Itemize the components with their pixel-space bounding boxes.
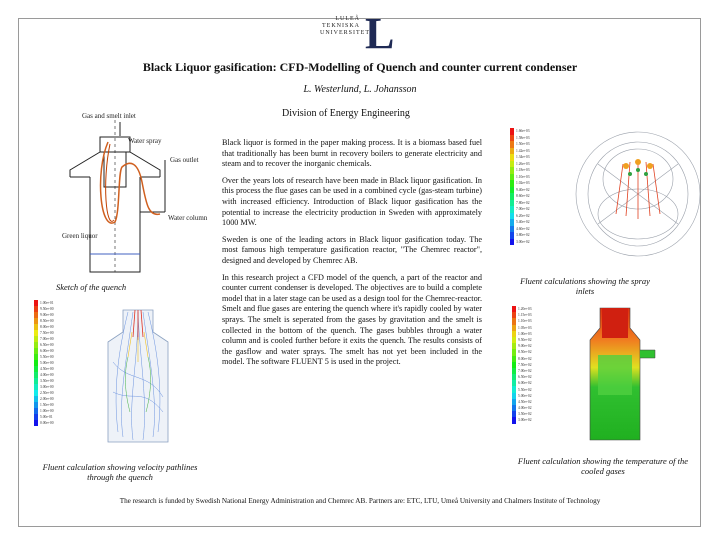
velocity-legend [34,300,70,430]
legend-value: 7.80e+02 [516,200,530,205]
legend-value: 5.00e+00 [40,361,54,365]
legend-value: 1.34e+03 [516,155,530,160]
legend-value: 6.50e+02 [518,375,532,380]
legend-value: 8.00e+02 [518,356,532,361]
legend-value: 1.00e+00 [40,409,54,413]
logo-letter: L [365,9,395,58]
sketch-caption: Sketch of the quench [56,282,127,292]
label-gas-smelt-inlet: Gas and smelt inlet [82,112,136,120]
legend-value: 5.00e+02 [518,393,532,398]
temperature-contour-image [560,300,670,448]
legend-swatch [512,417,516,423]
legend-value: 4.00e+02 [518,406,532,411]
legend-value: 9.00e+00 [40,313,54,317]
legend-value: 5.50e+00 [40,355,54,359]
legend-value: 1.00e+03 [518,331,532,336]
legend-value: 9.00e+02 [518,344,532,349]
body-text [222,138,482,368]
poster-title: Black Liquor gasification: CFD-Modelling of Quench and counter current condenser [142,60,578,74]
legend-value: 3.00e+00 [40,385,54,389]
legend-value: 1.50e+00 [40,403,54,407]
spray-inlet-image [568,124,708,264]
label-water-spray: Water spray [128,137,162,145]
logo-text: LULEÅ TEKNISKA UNIVERSITET [320,16,370,36]
legend-value: 7.00e+02 [516,207,530,212]
legend-entry [34,420,70,426]
legend-entry [512,417,548,423]
legend-value: 0.00e+00 [40,421,54,425]
legend-value: 1.20e+03 [518,307,532,312]
legend-value: 1.05e+03 [518,325,532,330]
spray-caption: Fluent calculations showing the spray inlets [520,276,650,296]
legend-value: 6.00e+00 [40,349,54,353]
legend-value: 9.50e+02 [518,338,532,343]
legend-entry [510,239,546,246]
legend-value: 1.58e+03 [516,135,530,140]
label-water-column: Water column [168,214,208,222]
temperature-legend [512,306,548,426]
temperature-figure [560,300,670,448]
legend-value: 2.00e+00 [40,397,54,401]
legend-value: 6.20e+02 [516,213,530,218]
label-gas-outlet: Gas outlet [170,156,199,164]
legend-value: 2.50e+00 [40,391,54,395]
legend-value: 3.50e+00 [40,379,54,383]
legend-value: 1.10e+03 [518,319,532,324]
division: Division of Energy Engineering [282,108,410,119]
velocity-figure [88,302,188,452]
legend-value: 8.00e+00 [40,325,54,329]
legend-value: 4.50e+00 [40,367,54,371]
legend-value: 1.10e+03 [516,174,530,179]
legend-value: 8.50e+02 [518,350,532,355]
paragraph-4: In this research project a CFD model of the quench, a part of the reactor and counter current condenser is developed. The objectives are to build a complete model that in a later stage can be used as a design tool for the Chemrec-reactor. Smelt and flue gases are entering the quench where it's rapidly cooled by water sprays. The smelt is seperated from the gases by gravitation and the smelt is collected in the bottom of the quench. The gases bubbles through a water column and is cooled further before it exits the quench. The results consists of the gasflow and water sprays. The smelt has not yet been included in the model. The software FLUENT 5 is used in the project. [222,272,482,367]
legend-value: 3.80e+02 [516,233,530,238]
legend-value: 4.00e+00 [40,373,54,377]
legend-value: 8.50e+00 [40,319,54,323]
legend-value: 5.50e+02 [518,387,532,392]
legend-value: 1.02e+03 [516,181,530,186]
legend-value: 5.00e-01 [40,415,53,419]
spray-legend [510,128,546,248]
legend-value: 1.50e+03 [516,142,530,147]
legend-value: 9.50e+00 [40,307,54,311]
legend-value: 4.60e+02 [516,226,530,231]
legend-value: 7.00e+02 [518,368,532,373]
legend-value: 6.50e+00 [40,343,54,347]
legend-value: 7.50e+00 [40,331,54,335]
funding-footer: The research is funded by Swedish National Energy Administration and Chemrec AB. Partners are: ETC, LTU, Umeå University and Chalmers Institute of Technology [119,497,601,505]
velocity-pathline-image [88,302,188,452]
spray-figure [568,124,708,264]
legend-value: 1.42e+03 [516,148,530,153]
legend-value: 8.60e+02 [516,194,530,199]
legend-value: 1.18e+03 [516,168,530,173]
legend-value: 3.00e+02 [518,418,532,423]
legend-value: 5.40e+02 [516,220,530,225]
legend-value: 6.00e+02 [518,381,532,386]
legend-swatch [510,239,514,246]
paragraph-2: Over the years lots of research have been made in Black liquor gasification. In this process the flue gases can be used in a combined cycle (gas-steam turbine) with increased efficiency. Introduction of Black liquor gasification has the potential to increase the electricity production in Sweden with approximately 1000 MW. [222,175,482,228]
velocity-caption: Fluent calculation showing velocity pathlines through the quench [42,462,198,482]
legend-value: 3.00e+02 [516,239,530,244]
legend-value: 1.00e+01 [40,301,54,305]
authors: L. Westerlund, L. Johansson [303,84,417,95]
legend-value: 1.15e+03 [518,313,532,318]
legend-value: 4.50e+02 [518,399,532,404]
legend-swatch [34,420,38,426]
university-logo [320,9,400,58]
legend-value: 1.66e+03 [516,129,530,134]
legend-value: 9.40e+02 [516,187,530,192]
paragraph-1: Black liquor is formed in the paper making process. It is a biomass based fuel that traditionally has been burnt in recovery boilers to generate electricity and steam and to recover the inorganic chemicals. [222,138,482,169]
legend-value: 7.00e+00 [40,337,54,341]
quench-sketch [60,112,220,292]
legend-value: 1.26e+03 [516,161,530,166]
legend-value: 3.50e+02 [518,412,532,417]
label-green-liquor: Green liquor [62,232,98,240]
temperature-caption: Fluent calculation showing the temperature of the cooled gases [517,456,689,476]
legend-value: 7.50e+02 [518,362,532,367]
paragraph-3: Sweden is one of the leading actors in Black liquor gasification today. The most famous high temperature gasification reactor, "The Chemrec reactor", designed and developed by Chemrec AB. [222,234,482,265]
